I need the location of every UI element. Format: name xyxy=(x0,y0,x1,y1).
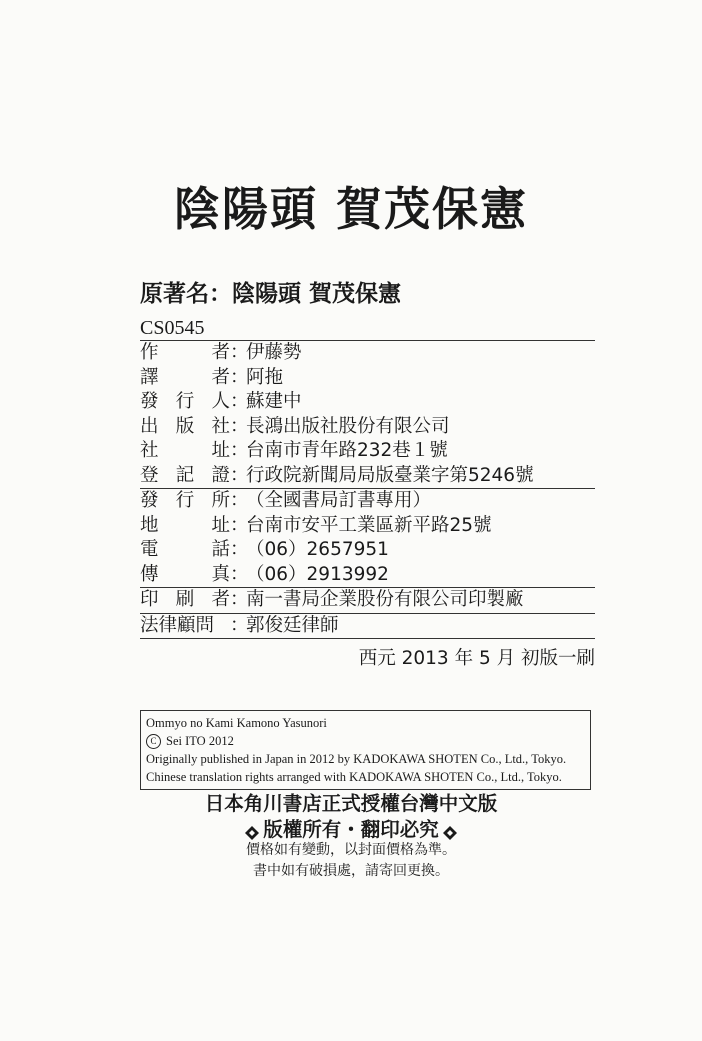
colophon-block xyxy=(140,340,595,639)
colophon-label xyxy=(140,538,230,563)
label-char: 譯 xyxy=(140,366,159,388)
copyright-icon: C xyxy=(146,734,161,749)
colophon-label xyxy=(140,464,230,489)
colon: ： xyxy=(230,589,249,610)
divider xyxy=(140,638,595,639)
label-char: 證 xyxy=(211,464,230,486)
label-char: 真 xyxy=(211,563,230,585)
label-char: 社 xyxy=(140,440,159,461)
colophon-value: 伊藤勢 xyxy=(246,342,302,363)
colophon-label xyxy=(140,588,230,613)
colophon-label xyxy=(140,489,230,514)
colophon-value: 阿拖 xyxy=(246,366,284,388)
label-char: 法律顧問 xyxy=(140,614,215,636)
label-char: 傳 xyxy=(140,563,159,585)
colophon-label xyxy=(140,439,230,464)
colophon-row xyxy=(140,464,595,489)
catalog-code: CS0545 xyxy=(140,317,205,339)
label-char: 地 xyxy=(140,514,159,536)
rights-notice: 版權所有・翻印必究 xyxy=(263,818,439,841)
colon: ： xyxy=(230,342,249,363)
original-title: 原著名：陰陽頭 賀茂保憲 xyxy=(140,281,402,307)
colophon-row xyxy=(140,538,595,563)
license-notice: 日本角川書店正式授權台灣中文版 xyxy=(204,792,498,815)
colophon-value: 台南市青年路232巷１號 xyxy=(246,440,448,461)
label-char: 所 xyxy=(211,490,230,511)
colon: ： xyxy=(230,464,249,486)
translation-rights: Chinese translation rights arranged with KADOKAWA SHOTEN Co., Ltd., Tokyo. xyxy=(146,770,562,784)
price-note: 價格如有變動，以封面價格為準。 xyxy=(246,842,456,858)
colophon-value: （06）2657951 xyxy=(246,539,389,560)
label-char: 行 xyxy=(175,490,195,511)
edition-date: 西元 2013 年 5 月 初版一刷 xyxy=(358,648,595,669)
colophon-row xyxy=(140,366,595,391)
label-char: 者 xyxy=(211,589,230,610)
colon: ： xyxy=(230,391,249,412)
label-char: 電 xyxy=(140,539,159,560)
label-char: 登 xyxy=(140,464,159,486)
legal-row xyxy=(140,614,595,639)
colophon-value: 南一書局企業股份有限公司印製廠 xyxy=(246,589,524,610)
diamond-ornament-icon xyxy=(442,822,458,838)
colon: ： xyxy=(230,539,249,560)
label-char: 話 xyxy=(211,539,230,560)
label-char: 發 xyxy=(140,391,159,412)
label-char: 人 xyxy=(211,391,230,412)
colophon-value: 行政院新聞局局版臺業字第5246號 xyxy=(246,464,534,486)
label-char: 發 xyxy=(140,490,159,511)
colophon-value: （全國書局訂書專用） xyxy=(246,490,432,511)
colophon-label xyxy=(140,366,230,391)
label-char: 址 xyxy=(211,514,230,536)
colon: ： xyxy=(230,614,249,636)
colophon-label xyxy=(140,341,230,366)
colophon-label xyxy=(140,390,230,415)
label-char: 行 xyxy=(175,391,195,412)
colophon-row xyxy=(140,341,595,366)
colophon-label xyxy=(140,514,230,539)
copyright-line xyxy=(146,732,585,750)
book-title: 陰陽頭 賀茂保憲 xyxy=(173,182,528,236)
colophon-row xyxy=(140,390,595,415)
label-char: 出 xyxy=(140,415,159,437)
distribution-list xyxy=(140,489,595,587)
publication-origin: Originally published in Japan in 2012 by KADOKAWA SHOTEN Co., Ltd., Tokyo. xyxy=(146,752,567,766)
label-char: 址 xyxy=(211,440,230,461)
copyright-holder: Sei ITO 2012 xyxy=(166,734,234,748)
label-char: 刷 xyxy=(175,589,195,610)
colophon-row xyxy=(140,614,595,639)
label-char: 作 xyxy=(140,342,159,363)
colon: ： xyxy=(230,366,249,388)
colophon-value: 蘇建中 xyxy=(246,391,302,412)
label-char: 記 xyxy=(175,464,195,486)
colophon-row xyxy=(140,415,595,440)
label-char: 者 xyxy=(211,366,230,388)
colophon-value: 郭俊廷律師 xyxy=(246,614,339,636)
colon: ： xyxy=(230,563,249,585)
colophon-value: 台南市安平工業區新平路25號 xyxy=(246,514,492,536)
colophon-row xyxy=(140,514,595,539)
return-note: 書中如有破損處，請寄回更換。 xyxy=(253,863,449,879)
label-char: 版 xyxy=(175,415,195,437)
label-char: 印 xyxy=(140,589,159,610)
colophon-row xyxy=(140,439,595,464)
colophon-label xyxy=(140,614,230,639)
colophon-row xyxy=(140,489,595,514)
colon: ： xyxy=(230,490,249,511)
colon: ： xyxy=(230,415,249,437)
printer-row xyxy=(140,588,595,613)
label-char: 社 xyxy=(211,415,230,437)
colophon-row xyxy=(140,563,595,588)
colophon-row xyxy=(140,588,595,613)
diamond-ornament-icon xyxy=(244,822,260,838)
colophon-value: （06）2913992 xyxy=(246,563,389,585)
colon: ： xyxy=(230,514,249,536)
colophon-label xyxy=(140,415,230,440)
copyright-box xyxy=(140,710,591,790)
colophon-value: 長鴻出版社股份有限公司 xyxy=(246,415,450,437)
original-romanized-title: Ommyo no Kami Kamono Yasunori xyxy=(146,716,327,730)
credits-list xyxy=(140,341,595,488)
colon: ： xyxy=(230,440,249,461)
colophon-label xyxy=(140,563,230,588)
label-char: 者 xyxy=(211,342,230,363)
